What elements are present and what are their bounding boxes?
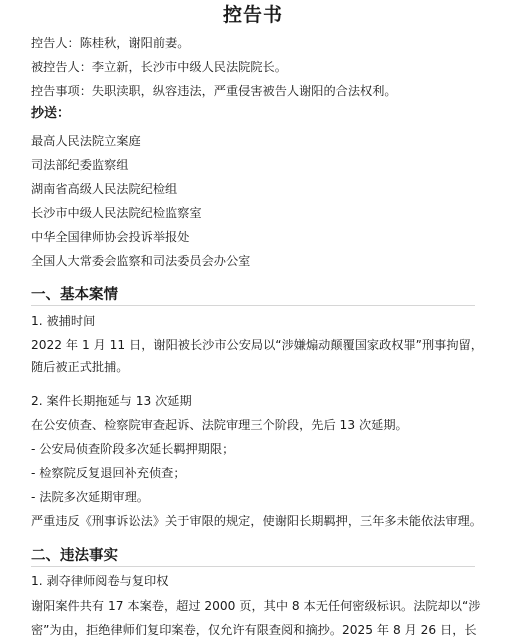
- respondent-line: 被控告人：李立新，长沙市中级人民法院院长。: [31, 60, 287, 74]
- paragraph-line: 随后被正式批捕。: [31, 360, 129, 374]
- cc-item: 中华全国律师协会投诉举报处: [31, 230, 190, 244]
- cc-heading: 抄送：: [31, 106, 71, 121]
- section-heading-violations: 二、违法事实: [31, 548, 118, 564]
- paragraph-line: 严重违反《刑事诉讼法》关于审限的规定，使谢阳长期羁押，三年多未能依法审理。: [31, 514, 482, 528]
- section-divider: [31, 566, 475, 567]
- paragraph-line: 密”为由，拒绝律师们复印案卷，仅允许有限查阅和摘抄。2025 年 8 月 26 日，长: [31, 623, 477, 637]
- paragraph-line: 2022 年 1 月 11 日，谢阳被长沙市公安局以“涉嫌煽动颠覆国家政权罪”刑事拘留，: [31, 338, 483, 352]
- cc-item: 全国人大常委会监察和司法委员会办公室: [31, 254, 251, 268]
- paragraph-line: 在公安侦查、检察院审查起诉、法院审理三个阶段，先后 13 次延期。: [31, 418, 408, 432]
- paragraph-line: 谢阳案件共有 17 本案卷，超过 2000 页，其中 8 本无任何密级标识。法院却以“涉: [31, 599, 481, 613]
- complainant-line: 控告人：陈桂秋，谢阳前妻。: [31, 36, 190, 50]
- cc-item: 长沙市中级人民法院纪检监察室: [31, 206, 202, 220]
- item-title-delays: 2. 案件长期拖延与 13 次延期: [31, 394, 192, 408]
- document-title: 控告书: [222, 4, 283, 26]
- bullet-item: - 公安局侦查阶段多次延长羁押期限；: [31, 442, 235, 456]
- section-heading-basic-facts: 一、基本案情: [31, 287, 118, 303]
- item-title-arrest-date: 1. 被捕时间: [31, 314, 96, 328]
- cc-item: 最高人民法院立案庭: [31, 134, 141, 148]
- bullet-item: - 检察院反复退回补充侦查；: [31, 466, 186, 480]
- section-divider: [31, 305, 475, 306]
- bullet-item: - 法院多次延期审理。: [31, 490, 149, 504]
- matter-line: 控告事项：失职渎职，纵容违法，严重侵害被告人谢阳的合法权利。: [31, 84, 397, 98]
- cc-item: 司法部纪委监察组: [31, 158, 129, 172]
- item-title-file-access: 1. 剥夺律师阅卷与复印权: [31, 574, 169, 588]
- cc-item: 湖南省高级人民法院纪检组: [31, 182, 178, 196]
